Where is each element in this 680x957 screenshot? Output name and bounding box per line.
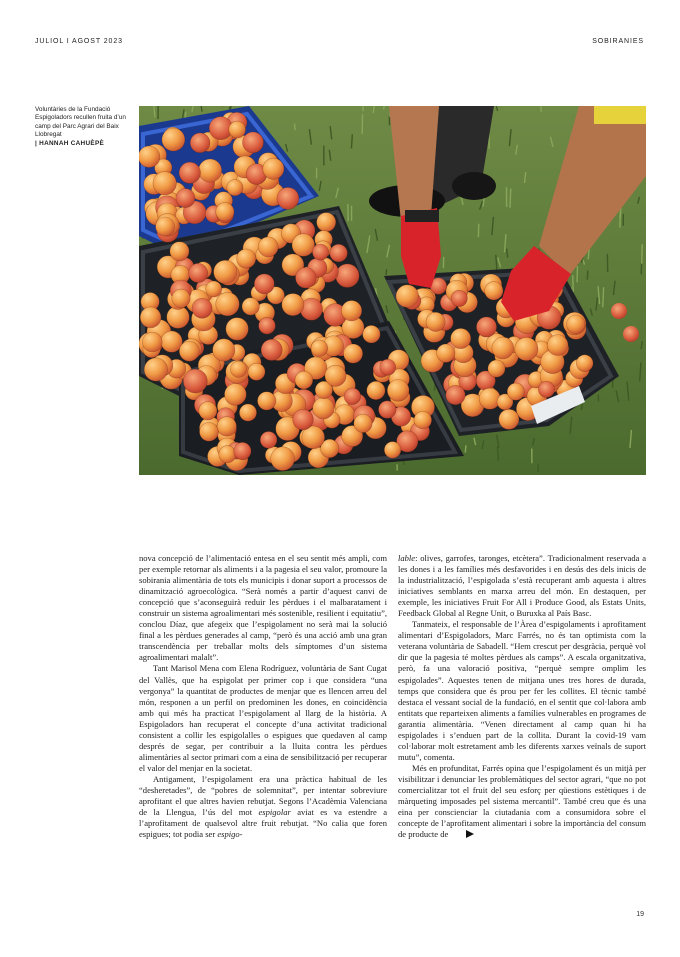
- photo-caption: [35, 106, 131, 148]
- section-name: SOBIRANIES: [592, 38, 644, 45]
- photo-credit: | HANNAH CAHUÈPÈ: [35, 139, 105, 147]
- photo-apricot-crates: [139, 106, 646, 475]
- paragraph: Antigament, l’espigolament era una pràctica habitual de les “desheretades”, de “pobres de solemnitat”, per intentar sobreviure aprofitant el que altres havien rebutjat. Segons l’Acadèmia Valenciana de la Llengua, l’ús del mot espigolar aviat es va estendre a l’aprofitament de qualsevol altre fruit rebutjat. “No calia que foren espigues; tot podia ser espigo-: [139, 773, 387, 840]
- end-of-page-arrow-icon: [452, 830, 474, 841]
- paragraph: lable: olives, garrofes, taronges, etcètera”. Tradicionalment reservada a les dones i a les famílies més desfavorides i en desús des dels inicis de la industrialització, l’espigolada s’està recuperant amb aquesta i altres iniciatives semblants en marxa arreu del món. En destaquen, per exemple, les iniciatives Fruit For All i Produce Good, als Estats Units, Feedback Global al Regne Unit, o Buruxka al País Basc.: [398, 553, 646, 619]
- caption-text: Voluntàries de la Fundació Espigoladors recullen fruita d’un camp del Parc Agrari del Baix Llobregat: [35, 106, 126, 139]
- article-column-2: [398, 553, 646, 841]
- paragraph: Més en profunditat, Farrés opina que l’espigolament és un mitjà per visibilitzar i denunciar les problemàtiques del sector agrari, “que no pot comercialitzar tot el fruit del seu esforç per qüestions estètiques i de màrqueting imposades pel sistema mercantil”. També creu que és una eina per conscienciar la ciutadania com a consumidora sobre el concepte de l’aprofitament alimentari i sobre la importància del consum de producte de: [398, 763, 646, 841]
- paragraph: Tant Marisol Mena com Elena Rodríguez, voluntària de Sant Cugat del Vallès, que ha espigolat per primer cop i que considera “una vergonya” la quantitat de productes de menjar que es llencen arreu del món, responen a un perfil on predominen les dones, en coincidència amb qui més ha practicat l’espigolament al llarg de la història. A Espigoladors han recuperat el concepte d’una activitat tradicional consistent a collir les espigolalles o espigues que quedaven al camp després de segar, per contribuir a la lluita contra les pèrdues alimentàries al sector primari com a eina de sensibilització per recuperar el valor del menjar en la societat.: [139, 663, 387, 773]
- photo-illustration: [139, 106, 646, 475]
- paragraph: Tanmateix, el responsable de l’Àrea d’espigolaments i aprofitament alimentari d’Espigoladors, Marc Farrés, no és tan optimista com la veterana voluntària de Sabadell. “Hem crescut per desgràcia, perquè vol dir que la pagesia té moltes pèrdues als camps”. A escala organitzativa, però, fa una valoració positiva, “perquè sempre omplim les espigolades”. Aquestes tenen de mitjana unes tres hores de durada, temps que considera que és prou per fer les collites. El tècnic també destaca el vessant social de la fundació, en el sentit que col·labora amb entitats que reparteixen aliments a famílies vulnerables en programes de garantia alimentària. “Venen directament al camp quan hi ha espigolades i s’enduen part de la collita. Durant la covid-19 vam col·laborar molt estretament amb les diferents xarxes veïnals de suport mutu”, comenta.: [398, 619, 646, 762]
- issue-date: JULIOL I AGOST 2023: [35, 38, 123, 45]
- page-number: 19: [636, 911, 644, 918]
- article-column-1: [139, 553, 387, 840]
- paragraph: nova concepció de l’alimentació entesa en el seu sentit més ampli, com per exemple retornar als aliments i a la pagesia el seu valor, promoure la sobirania alimentària de tots els municipis i donar suport a processos de dinamització agroecològica. “Serà només a partir d’aquest canvi de concepció que s’aconseguirà reduir les pèrdues i el malbaratament i construir un sistema agroalimentari més sostenible, resilient i equitatiu”, conclou Díaz, que afegeix que l’espigolament no serà mai la solució final a les pèrdues generades al camp, “però és una acció amb una gran transcendència per treballar molts dels símptomes d’un sistema agroalimentari malalt”.: [139, 553, 387, 663]
